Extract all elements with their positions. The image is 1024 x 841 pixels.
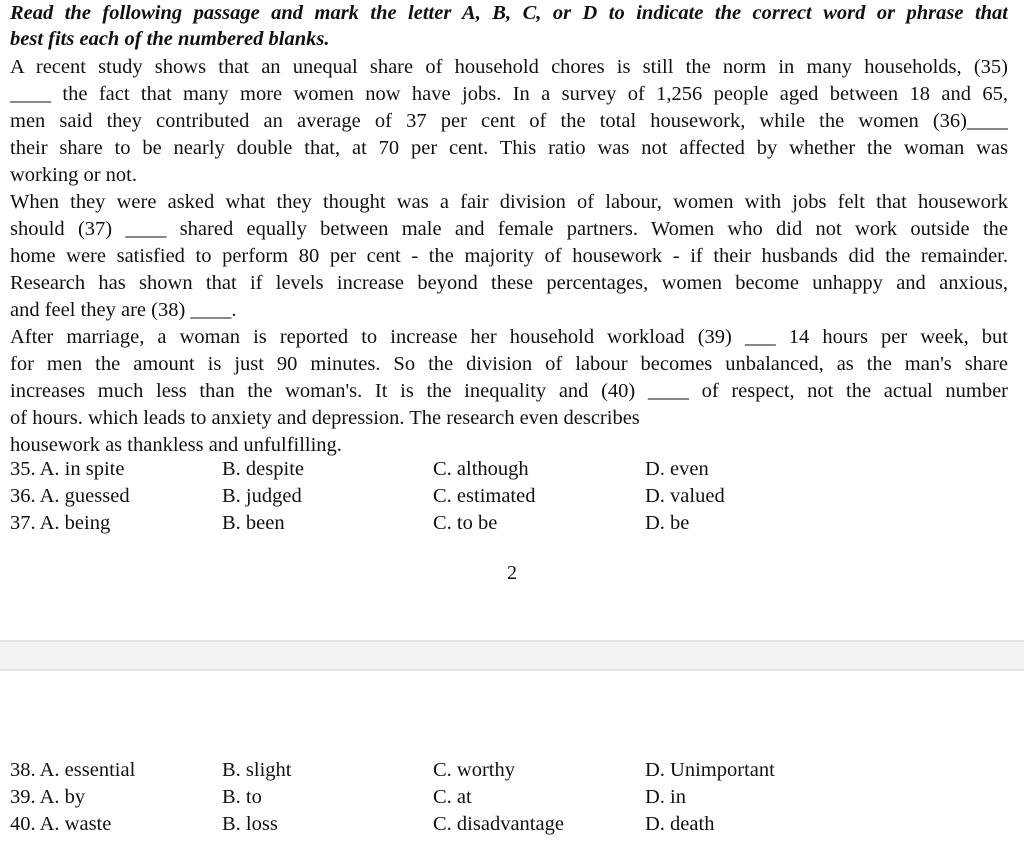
option-b: B. slight [222, 759, 292, 781]
passage-line: and feel they are (38) ____. [10, 299, 237, 321]
instructions-line: Read the following passage and mark the letter A, B, C, or D to indicate the correct word or phrase that [10, 2, 1008, 24]
option-a: 37. A. being [10, 512, 111, 534]
instructions-line: best fits each of the numbered blanks. [10, 28, 330, 50]
passage-line: After marriage, a woman is reported to increase her household workload (39) ___ 14 hours per week, but [10, 326, 1008, 348]
option-c: C. at [433, 786, 472, 808]
passage-line: increases much less than the woman's. It is the inequality and (40) ____ of respect, not the actual number [10, 380, 1008, 402]
option-d: D. even [645, 458, 709, 480]
option-b: B. judged [222, 485, 302, 507]
option-c: C. although [433, 458, 529, 480]
passage-line: A recent study shows that an unequal share of household chores is still the norm in many households, (35) [10, 56, 1008, 78]
page-break [0, 640, 1024, 671]
option-d: D. be [645, 512, 690, 534]
option-c: C. disadvantage [433, 813, 564, 835]
page-number: 2 [507, 562, 517, 584]
option-d: D. valued [645, 485, 725, 507]
option-a: 36. A. guessed [10, 485, 130, 507]
passage-line: home were satisfied to perform 80 per cent - the majority of housework - if their husbands did the remainder. [10, 245, 1008, 267]
option-c: C. to be [433, 512, 498, 534]
option-a: 35. A. in spite [10, 458, 125, 480]
option-b: B. been [222, 512, 285, 534]
passage-line: should (37) ____ shared equally between male and female partners. Women who did not work outside the [10, 218, 1008, 240]
option-a: 39. A. by [10, 786, 86, 808]
passage-line: their share to be nearly double that, at 70 per cent. This ratio was not affected by whether the woman was [10, 137, 1008, 159]
passage-line: Research has shown that if levels increase beyond these percentages, women become unhappy and anxious, [10, 272, 1008, 294]
option-b: B. loss [222, 813, 278, 835]
option-d: D. in [645, 786, 686, 808]
option-b: B. despite [222, 458, 304, 480]
option-b: B. to [222, 786, 262, 808]
option-d: D. death [645, 813, 715, 835]
option-c: C. worthy [433, 759, 515, 781]
passage-line: working or not. [10, 164, 137, 186]
option-d: D. Unimportant [645, 759, 775, 781]
passage-line: ____ the fact that many more women now have jobs. In a survey of 1,256 people aged between 18 and 65, [10, 83, 1008, 105]
option-a: 38. A. essential [10, 759, 136, 781]
passage-line: men said they contributed an average of 37 per cent of the total housework, while the women (36)____ [10, 110, 1008, 132]
passage-line: When they were asked what they thought was a fair division of labour, women with jobs felt that housework [10, 191, 1008, 213]
passage-line: for men the amount is just 90 minutes. So the division of labour becomes unbalanced, as the man's share [10, 353, 1008, 375]
option-c: C. estimated [433, 485, 536, 507]
passage-line: housework as thankless and unfulfilling. [10, 434, 342, 456]
option-a: 40. A. waste [10, 813, 112, 835]
passage-line: of hours. which leads to anxiety and depression. The research even describes [10, 407, 640, 429]
